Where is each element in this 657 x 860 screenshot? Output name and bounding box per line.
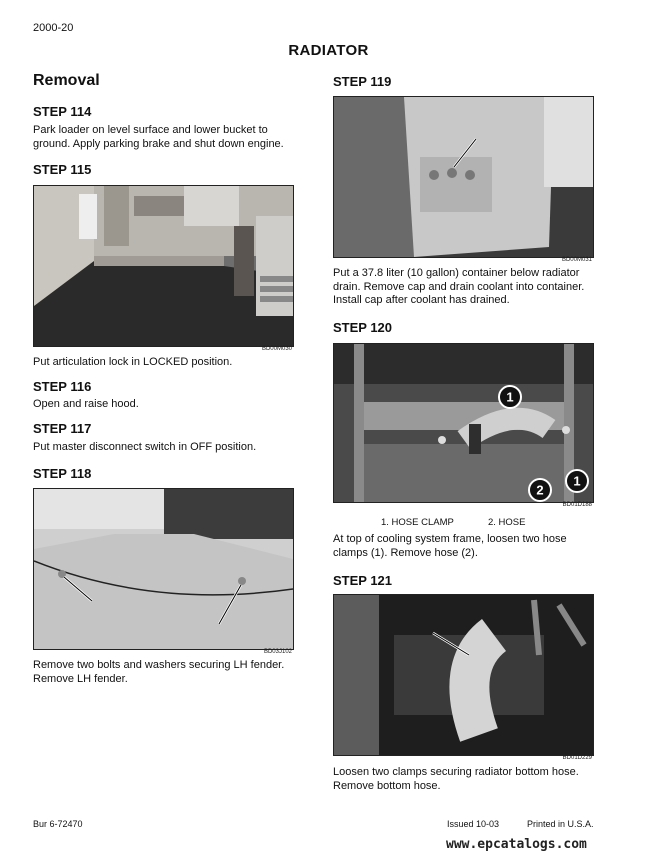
- callout-2-label: 2: [536, 482, 544, 498]
- footer-printed: Printed in U.S.A.: [527, 819, 594, 829]
- page-number: 2000-20: [33, 22, 74, 34]
- step-114-text: Park loader on level surface and lower bucket to ground. Apply parking brake and shut down engine.: [33, 124, 284, 150]
- footer-issued: Issued 10-03: [447, 819, 500, 829]
- step-120-heading: STEP 120: [333, 320, 393, 335]
- callout-1-right-label: 1: [573, 473, 581, 489]
- watermark: www.epcatalogs.com: [446, 837, 587, 852]
- step-116-text: Open and raise hood.: [33, 398, 139, 410]
- step-115-photo-code: BD00M030: [261, 346, 292, 352]
- step-115-heading: STEP 115: [33, 162, 92, 177]
- step-121-text: Loosen two clamps securing radiator bottom hose. Remove bottom hose.: [333, 766, 579, 792]
- page-title: RADIATOR: [288, 42, 369, 59]
- footer-doc-number: Bur 6-72470: [33, 819, 83, 829]
- step-121-heading: STEP 121: [333, 573, 393, 588]
- step-120-text: At top of cooling system frame, loosen two hose clamps (1). Remove hose (2).: [333, 533, 567, 559]
- step-115-text: Put articulation lock in LOCKED position.: [33, 356, 233, 368]
- callout-1-top: [495, 382, 525, 417]
- step-117-text: Put master disconnect switch in OFF position.: [33, 441, 257, 453]
- step-118-photo-code: BD03J102: [263, 649, 292, 655]
- step-119-photo-code: BD00M031: [561, 257, 592, 263]
- step-115-photo: [33, 185, 294, 347]
- step-116-heading: STEP 116: [33, 379, 92, 394]
- callout-1-top-label: 1: [506, 389, 514, 405]
- step-119-text: Put a 37.8 liter (10 gallon) container below radiator drain. Remove cap and drain coolant into container. Install cap after coolant has drained.: [333, 267, 585, 306]
- step-121-photo-code: BD01D229: [562, 755, 592, 761]
- legend-hose-clamp: 1. HOSE CLAMP: [381, 517, 454, 528]
- step-121-photo: [333, 594, 594, 756]
- step-120-photo-code: BD01D188: [562, 502, 592, 508]
- step-118-photo: [33, 488, 294, 650]
- step-119-heading: STEP 119: [333, 74, 392, 89]
- step-118-text: Remove two bolts and washers securing LH fender. Remove LH fender.: [33, 659, 285, 685]
- section-title: Removal: [33, 72, 100, 89]
- step-118-heading: STEP 118: [33, 466, 92, 481]
- callout-1-right: [562, 466, 592, 501]
- step-119-photo: [333, 96, 594, 258]
- step-117-heading: STEP 117: [33, 421, 92, 436]
- legend-hose: 2. HOSE: [488, 517, 526, 528]
- step-114-heading: STEP 114: [33, 104, 92, 119]
